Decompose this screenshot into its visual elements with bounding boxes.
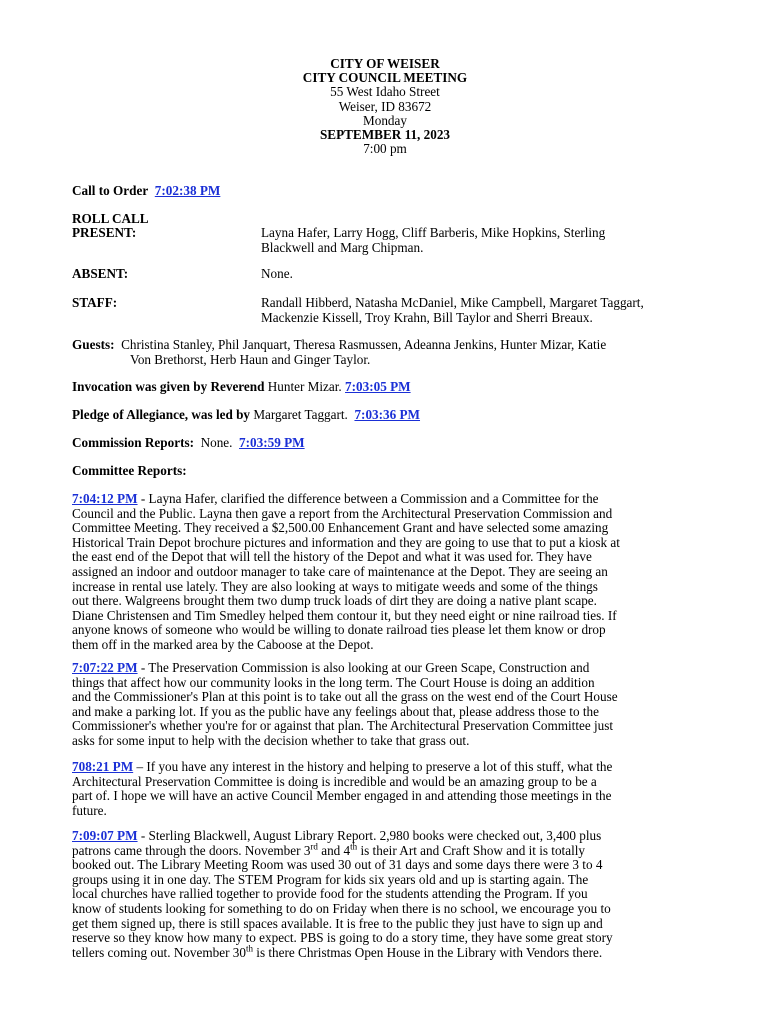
invocation-label: Invocation was given by Reverend [72, 379, 265, 394]
present-label: PRESENT: [72, 225, 137, 240]
roll-call-title: ROLL CALL [72, 211, 149, 226]
meeting-day: Monday [363, 112, 407, 128]
entry-line: know of students looking for something to do on Friday when there is no school, we encourage you to [72, 900, 611, 916]
entry-1-timestamp-link[interactable]: 7:04:12 PM [72, 491, 138, 506]
pledge-timestamp-link[interactable]: 7:03:36 PM [354, 407, 421, 422]
entry-line: anyone knows of someone who would be willing to donate railroad ties please let them know or drop [72, 622, 606, 638]
call-to-order-label: Call to Order [72, 183, 149, 198]
call-to-order [72, 184, 220, 199]
report-entry-2 [72, 661, 702, 749]
meeting-date: SEPTEMBER 11, 2023 [319, 126, 451, 142]
pledge-label: Pledge of Allegiance, was led by [72, 407, 251, 422]
absent-value: None. [261, 266, 293, 281]
entry-line: Architectural Preservation Committee is doing is incredible and would be an amazing group to be a [72, 773, 597, 789]
guests-line-2: Von Brethorst, Herb Haun and Ginger Taylor. [130, 351, 371, 367]
entry-line: Council and the Public. Layna then gave a report from the Architectural Preservation Commission and [72, 505, 613, 521]
guests-line-1: Christina Stanley, Phil Janquart, Theresa Rasmussen, Adeanna Jenkins, Hunter Mizar, Katie [121, 337, 607, 352]
staff-label: STAFF: [72, 295, 118, 310]
meeting-time: 7:00 pm [363, 141, 407, 157]
report-entry-3 [72, 760, 702, 818]
entry-line: Commissioner's whether you're for or against that plan. The Architectural Preservation Committee just [72, 718, 614, 734]
entry-line: Committee Meeting. They received a $2,500.00 Enhancement Grant and have selected some amazing [72, 520, 609, 536]
invocation [72, 380, 702, 395]
entry-line: – If you have any interest in the history and helping to preserve a lot of this stuff, what the [133, 759, 613, 774]
report-entry-1 [72, 492, 702, 653]
entry-line: get them signed up, there is still spaces available. It is free to the public they just have to sign up and [72, 915, 603, 931]
entry-2-timestamp-link[interactable]: 7:07:22 PM [72, 660, 138, 675]
entry-line: increase in rental use lately. They are also looking at ways to mitigate weeds and some of the things [72, 578, 598, 594]
entry-4-timestamp-link[interactable]: 7:09:07 PM [72, 828, 138, 843]
call-to-order-timestamp-link[interactable]: 7:02:38 PM [154, 183, 221, 198]
guests-section [72, 338, 702, 367]
pledge [72, 408, 702, 423]
entry-line: tellers coming out. November 30th is there Christmas Open House in the Library with Vendors there. [72, 943, 603, 960]
entry-line: assigned an indoor and outdoor manager to take care of maintenance at the Depot. They are seeing an [72, 563, 608, 579]
entry-line: Historical Train Depot brochure pictures and information and they are going to use that to put a kiosk at [72, 534, 620, 550]
city-state-zip: Weiser, ID 83672 [338, 98, 432, 114]
invocation-name: Hunter Mizar. [267, 379, 342, 394]
invocation-timestamp-link[interactable]: 7:03:05 PM [345, 379, 411, 394]
entry-line: reserve so they know how many to expect. PBS is going to do a story time, they have some great story [72, 930, 613, 946]
meeting-header [0, 57, 770, 156]
entry-line: Diane Christensen and Tim Smedley helped them contour it, but they need eight or nine railroad ties. If [72, 607, 617, 623]
entry-3-timestamp-link[interactable]: 708:21 PM [72, 759, 134, 774]
pledge-name: Margaret Taggart. [253, 407, 348, 422]
entry-line: booked out. The Library Meeting Room was used 30 out of 31 days and some days there were 3 to 4 [72, 857, 603, 873]
commission-reports-label: Commission Reports: [72, 435, 194, 450]
entry-line: them off in the marked area by the Caboose at the Depot. [72, 636, 374, 652]
street-address: 55 West Idaho Street [330, 84, 440, 100]
entry-line: asks for some input to help with the decision whether to take that grass out. [72, 732, 470, 748]
entry-line: things that affect how our community looks in the long term. The Court House is doing an addition [72, 674, 595, 690]
absent-label: ABSENT: [72, 266, 129, 281]
staff-members: Randall Hibberd, Natasha McDaniel, Mike Campbell, Margaret Taggart, Mackenzie Kissell, Troy Krahn, Bill Taylor and Sherri Breaux. [261, 295, 644, 325]
entry-line: - The Preservation Commission is also looking at our Green Scape, Construction and [137, 660, 590, 675]
commission-reports-timestamp-link[interactable]: 7:03:59 PM [239, 435, 305, 450]
present-members: Layna Hafer, Larry Hogg, Cliff Barberis, Mike Hopkins, Sterling Blackwell and Marg Chipman. [261, 225, 606, 255]
entry-line: future. [72, 802, 107, 818]
entry-line: local churches have rallied together to provide food for the students attending the Program. If you [72, 886, 588, 902]
report-entry-4 [72, 829, 702, 960]
city-name: CITY OF WEISER [330, 56, 440, 71]
guests-label: Guests: [72, 337, 115, 352]
entry-line: out there. Walgreens brought them two dump truck loads of dirt they are doing a native plant scape. [72, 593, 597, 609]
committee-reports-heading: Committee Reports: [72, 463, 187, 478]
entry-line: groups using it in one day. The STEM Program for kids six years old and up is starting again. The [72, 871, 589, 887]
entry-line: and make a parking lot. If you as the public have any feelings about that, please address those to the [72, 703, 599, 719]
entry-line: - Sterling Blackwell, August Library Report. 2,980 books were checked out, 3,400 plus [137, 828, 602, 843]
commission-reports-value: None. [200, 435, 233, 450]
entry-line: patrons came through the doors. November 3rd and 4th is their Art and Craft Show and it is totally [72, 841, 585, 858]
entry-line: and the Commissioner's Plan at this point is to take out all the grass on the west end of the Court House [72, 689, 618, 705]
entry-line: - Layna Hafer, clarified the difference between a Commission and a Committee for the [137, 491, 599, 506]
meeting-title: CITY COUNCIL MEETING [302, 70, 468, 86]
entry-line: the east end of the Depot that will tell the history of the Depot and what it was used for. They have [72, 549, 592, 565]
commission-reports [72, 436, 702, 451]
entry-line: part of. I hope we will have an active Council Member engaged in and attending those meetings in the [72, 788, 612, 804]
